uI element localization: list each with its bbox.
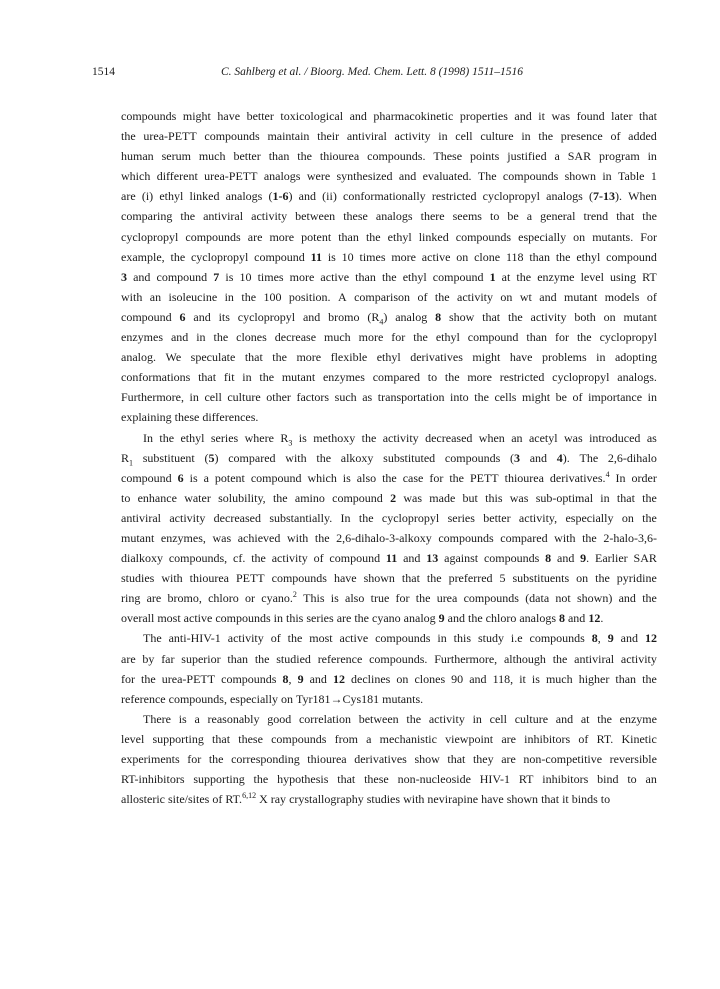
text-line: for the urea-PETT compounds 8, 9 and 12 declines on clones 90 and 118, it is much higher than the (121, 671, 657, 686)
text-line: compound 6 is a potent compound which is also the case for the PETT thiourea derivatives.$^4$ In order (121, 469, 657, 485)
text-line: compound 6 and its cyclopropyl and bromo $(R_4)$ analog 8 show that the activity both on mutant (121, 309, 657, 327)
text-line: overall most active compounds in this series are the cyano analog 9 and the chloro analogs 8 and 12. (121, 611, 604, 626)
page-number: 1514 (92, 66, 115, 78)
text-line: Furthermore, in cell culture other factors such as transportation into the cells might be of importance in (121, 390, 657, 405)
text-line: are by far superior than the studied reference compounds. Furthermore, although the antiviral activity (121, 651, 657, 666)
text-line: which different urea-PETT analogs were synthesized and evaluated. The compounds shown in Table 1 (121, 169, 657, 184)
text-line: In the ethyl series where $R_3$ is methoxy the activity decreased when an acetyl was introduced as (143, 430, 657, 447)
text-line: compounds might have better toxicological and pharmacokinetic properties and it was found later that (121, 109, 657, 123)
paragraph (121, 628, 657, 708)
page-header (92, 66, 652, 84)
text-line: $R_1$ substituent (5) compared with the alkoxy substituted compounds (3 and 4). The 2,6-dihalo (121, 450, 657, 467)
text-line: explaining these differences. (121, 410, 259, 425)
paragraph (121, 428, 657, 629)
text-line: conformations that fit in the mutant enzymes compared to the more restricted cyclopropyl analogs. (121, 370, 657, 385)
text-line: reference compounds, especially on Tyr181→Cys181 mutants. (121, 691, 424, 706)
text-line: the urea-PETT compounds maintain their antiviral activity in cell culture in the presence of added (121, 129, 657, 144)
text-line: enzymes and in the clones decrease much more for the ethyl compound than for the cyclopropyl (121, 330, 657, 345)
text-line: analog. We speculate that the more flexible ethyl derivatives might have problems in adopting (121, 350, 657, 365)
text-line: comparing the antiviral activity between these analogs there seems to be a general trend that the (121, 209, 657, 224)
text-line: human serum much better than the thiourea compounds. These points justified a SAR program in (121, 149, 657, 164)
text-line: level supporting that these compounds from a mechanistic viewpoint are inhibitors of RT. Kinetic (121, 731, 657, 746)
text-line: The anti-HIV-1 activity of the most active compounds in this study i.e compounds 8, 9 and 12 (143, 631, 657, 646)
article-body (121, 106, 657, 809)
text-line: studies with thiourea PETT compounds have shown that the preferred 5 substituents on the pyridine (121, 571, 657, 586)
text-line: dialkoxy compounds, cf. the activity of compound 11 and 13 against compounds 8 and 9. Earlier SAR (121, 551, 657, 566)
text-line: ring are bromo, chloro or cyano.$^2$ This is also true for the urea compounds (data not shown) and the (121, 590, 657, 606)
text-line: example, the cyclopropyl compound 11 is 10 times more active on clone 118 than the ethyl compound (121, 249, 657, 264)
text-line: with an isoleucine in the 100 position. A comparison of the activity on wt and mutant models of (121, 289, 657, 304)
text-line: RT-inhibitors supporting the hypothesis that these non-nucleoside HIV-1 RT inhibitors bind to an (121, 772, 657, 787)
text-line: cyclopropyl compounds are more potent than the ethyl linked compounds especially on mutants. For (121, 229, 657, 244)
paragraph (121, 709, 657, 809)
text-line: mutant enzymes, was achieved with the 2,6-dihalo-3-alkoxy compounds compared with the 2-halo-3,6- (121, 530, 657, 545)
text-line: 3 and compound 7 is 10 times more active than the ethyl compound 1 at the enzyme level using RT (121, 269, 657, 284)
text-line: antiviral activity decreased substantially. In the cyclopropyl series better activity, especially on the (121, 510, 657, 525)
paragraph (121, 106, 657, 428)
text-line: experiments for the corresponding thiourea derivatives show that they are non-competitive reversible (121, 752, 657, 766)
text-line: are (i) ethyl linked analogs (1-6) and (ii) conformationally restricted cyclopropyl analogs (7-13). When (121, 189, 657, 204)
text-line: to enhance water solubility, the amino compound 2 was made but this was sub-optimal in that the (121, 490, 657, 505)
text-line: There is a reasonably good correlation between the activity in cell culture and at the enzyme (143, 711, 657, 726)
running-head: C. Sahlberg et al. / Bioorg. Med. Chem. Lett. 8 (1998) 1511–1516 (220, 66, 524, 78)
text-line: allosteric site/sites of RT.$^{6,12}$ X ray crystallography studies with nevirapine have shown that it binds to (121, 791, 611, 807)
